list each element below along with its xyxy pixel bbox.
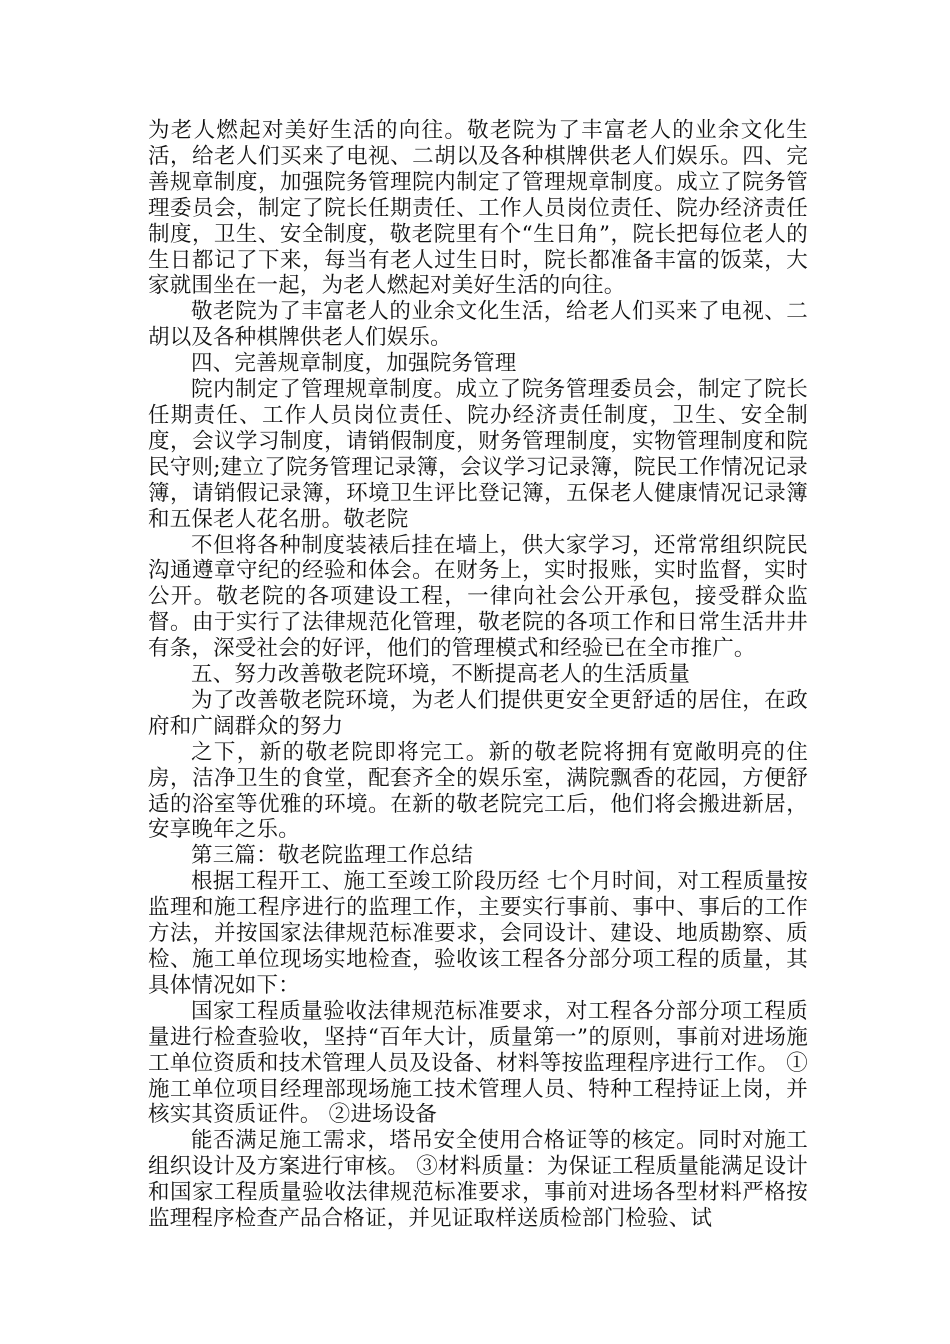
paragraph: 国家工程质量验收法律规范标准要求，对工程各分部分项工程质量进行检查验收，坚持“百年大计，质量第一”的原则，事前对进场施工单位资质和技术管理人员及设备、材料等按监理程序进行工作。 ①施工单位项目经理部现场施工技术管理人员、特种工程持证上岗，并核实其资质证件。 ②进场设备	[148, 998, 808, 1128]
paragraph: 根据工程开工、施工至竣工阶段历经 七个月时间，对工程质量按监理和施工程序进行的监理工作，主要实行事前、事中、事后的工作方法，并按国家法律规范标准要求，会同设计、建设、地质勘察、质检、施工单位现场实地检查，验收该工程各分部分项工程的质量，其具体情况如下：	[148, 869, 808, 998]
document-body	[148, 118, 808, 1232]
paragraph-continuation: 为老人燃起对美好生活的向往。敬老院为了丰富老人的业余文化生活，给老人们买来了电视、二胡以及各种棋牌供老人们娱乐。四、完善规章制度，加强院务管理院内制定了管理规章制度。成立了院务管理委员会，制定了院长任期责任、工作人员岗位责任、院办经济责任制度，卫生、安全制度，敬老院里有个“生日角”，院长把每位老人的生日都记了下来，每当有老人过生日时，院长都准备丰富的饭菜，大家就围坐在一起，为老人燃起对美好生活的向往。	[148, 118, 808, 299]
paragraph: 能否满足施工需求，塔吊安全使用合格证等的核定。同时对施工组织设计及方案进行审核。 ③材料质量：为保证工程质量能满足设计和国家工程质量验收法律规范标准要求，事前对进场各型材料严格按监理程序检查产品合格证，并见证取样送质检部门检验、试	[148, 1128, 808, 1232]
paragraph: 之下，新的敬老院即将完工。新的敬老院将拥有宽敞明亮的住房，洁净卫生的食堂，配套齐全的娱乐室，满院飘香的花园，方便舒适的浴室等优雅的环境。在新的敬老院完工后，他们将会搬进新居，安享晚年之乐。	[148, 739, 808, 843]
paragraph: 不但将各种制度装裱后挂在墙上，供大家学习，还常常组织院民沟通遵章守纪的经验和体会。在财务上，实时报账，实时监督，实时公开。敬老院的各项建设工程，一律向社会公开承包，接受群众监督。由于实行了法律规范化管理，敬老院的各项工作和日常生活井井有条，深受社会的好评，他们的管理模式和经验已在全市推广。	[148, 532, 808, 662]
section-heading-4: 四、完善规章制度，加强院务管理	[191, 351, 517, 377]
paragraph: 院内制定了管理规章制度。成立了院务管理委员会，制定了院长任期责任、工作人员岗位责任、院办经济责任制度，卫生、安全制度，会议学习制度，请销假制度，财务管理制度，实物管理制度和院民守则;建立了院务管理记录簿，会议学习记录簿，院民工作情况记录簿，请销假记录簿，环境卫生评比登记簿，五保老人健康情况记录簿和五保老人花名册。敬老院	[148, 377, 808, 532]
paragraph: 敬老院为了丰富老人的业余文化生活，给老人们买来了电视、二胡以及各种棋牌供老人们娱乐。	[148, 299, 808, 351]
paragraph: 为了改善敬老院环境，为老人们提供更安全更舒适的居住，在政府和广阔群众的努力	[148, 687, 808, 739]
chapter-heading: 第三篇：敬老院监理工作总结	[191, 843, 474, 869]
section-heading-5: 五、努力改善敬老院环境，不断提高老人的生活质量	[191, 662, 691, 688]
